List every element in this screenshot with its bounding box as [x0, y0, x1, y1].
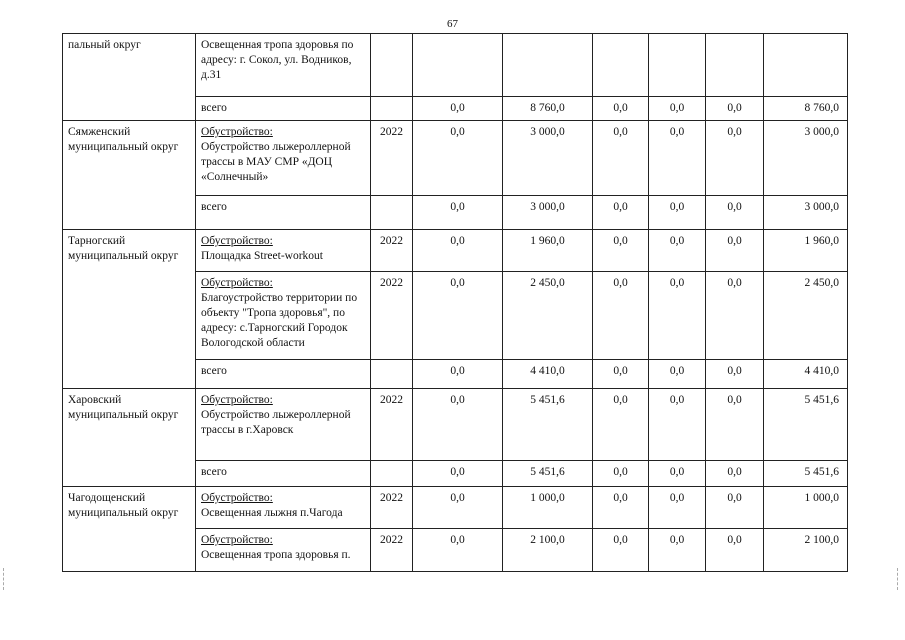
value-cell: 0,0 — [649, 196, 706, 230]
year-cell: 2022 — [371, 529, 413, 572]
object-cell: Освещенная тропа здоровья по адресу: г. Сокол, ул. Водников, д.31 — [196, 34, 371, 97]
value-cell: 0,0 — [593, 487, 649, 529]
value-cell: 0,0 — [593, 230, 649, 272]
value-cell: 0,0 — [706, 97, 764, 121]
district-cell: Чагодощенский муниципальный округ — [63, 487, 196, 572]
value-cell: 3 000,0 — [764, 196, 848, 230]
table-row — [63, 34, 848, 97]
value-cell: 0,0 — [413, 272, 503, 360]
value-cell: 5 451,6 — [764, 389, 848, 461]
value-cell: 0,0 — [706, 272, 764, 360]
table-row — [63, 389, 848, 461]
value-cell: 2 100,0 — [503, 529, 593, 572]
year-cell: 2022 — [371, 487, 413, 529]
value-cell: 0,0 — [593, 97, 649, 121]
scan-edge-mark — [897, 568, 900, 590]
table-row — [63, 487, 848, 529]
district-cell: Тарногский муниципальный округ — [63, 230, 196, 389]
value-cell: 0,0 — [649, 461, 706, 487]
value-cell — [593, 34, 649, 97]
year-cell: 2022 — [371, 121, 413, 196]
value-cell: 2 100,0 — [764, 529, 848, 572]
object-type: Обустройство: — [201, 277, 273, 289]
year-cell — [371, 97, 413, 121]
year-cell — [371, 196, 413, 230]
value-cell: 0,0 — [413, 196, 503, 230]
value-cell: 1 960,0 — [503, 230, 593, 272]
value-cell: 1 000,0 — [764, 487, 848, 529]
value-cell: 0,0 — [649, 230, 706, 272]
value-cell: 5 451,6 — [503, 389, 593, 461]
table-row — [63, 230, 848, 272]
value-cell — [764, 34, 848, 97]
value-cell: 0,0 — [706, 487, 764, 529]
value-cell: 0,0 — [706, 529, 764, 572]
value-cell: 0,0 — [593, 529, 649, 572]
value-cell: 0,0 — [706, 196, 764, 230]
total-label: всего — [196, 196, 371, 230]
object-type: Обустройство: — [201, 394, 273, 406]
value-cell: 0,0 — [649, 121, 706, 196]
object-cell: Обустройство: Обустройство лыжероллерной трассы в г.Харовск — [196, 389, 371, 461]
value-cell: 2 450,0 — [764, 272, 848, 360]
value-cell: 0,0 — [413, 461, 503, 487]
value-cell: 4 410,0 — [503, 360, 593, 389]
value-cell — [706, 34, 764, 97]
table-row — [63, 121, 848, 196]
total-label: всего — [196, 360, 371, 389]
scan-edge-mark — [3, 568, 6, 590]
year-cell — [371, 360, 413, 389]
value-cell: 0,0 — [649, 272, 706, 360]
value-cell: 0,0 — [413, 97, 503, 121]
object-cell: Обустройство: Освещенная лыжня п.Чагода — [196, 487, 371, 529]
value-cell: 0,0 — [593, 360, 649, 389]
year-cell: 2022 — [371, 230, 413, 272]
value-cell: 5 451,6 — [764, 461, 848, 487]
year-cell — [371, 461, 413, 487]
total-label: всего — [196, 97, 371, 121]
value-cell: 0,0 — [593, 121, 649, 196]
value-cell: 8 760,0 — [764, 97, 848, 121]
value-cell: 0,0 — [649, 97, 706, 121]
value-cell: 0,0 — [413, 487, 503, 529]
value-cell: 0,0 — [706, 461, 764, 487]
value-cell: 2 450,0 — [503, 272, 593, 360]
value-cell: 1 960,0 — [764, 230, 848, 272]
district-cell: пальный округ — [63, 34, 196, 121]
object-type: Обустройство: — [201, 126, 273, 138]
value-cell: 0,0 — [649, 389, 706, 461]
value-cell: 4 410,0 — [764, 360, 848, 389]
value-cell: 0,0 — [593, 389, 649, 461]
total-label: всего — [196, 461, 371, 487]
value-cell: 0,0 — [413, 389, 503, 461]
value-cell: 0,0 — [413, 121, 503, 196]
value-cell: 1 000,0 — [503, 487, 593, 529]
value-cell — [413, 34, 503, 97]
value-cell: 0,0 — [706, 389, 764, 461]
value-cell — [503, 34, 593, 97]
year-cell — [371, 34, 413, 97]
value-cell: 5 451,6 — [503, 461, 593, 487]
value-cell: 0,0 — [649, 487, 706, 529]
value-cell: 0,0 — [706, 230, 764, 272]
value-cell: 0,0 — [413, 360, 503, 389]
value-cell: 3 000,0 — [503, 196, 593, 230]
year-cell: 2022 — [371, 272, 413, 360]
value-cell: 0,0 — [593, 196, 649, 230]
year-cell: 2022 — [371, 389, 413, 461]
object-type: Обустройство: — [201, 492, 273, 504]
value-cell: 0,0 — [413, 529, 503, 572]
object-cell: Обустройство: Обустройство лыжероллерной трассы в МАУ СМР «ДОЦ «Солнечный» — [196, 121, 371, 196]
page-number: 67 — [447, 18, 458, 30]
value-cell: 0,0 — [706, 360, 764, 389]
district-cell: Сямженский муниципальный округ — [63, 121, 196, 230]
object-type: Обустройство: — [201, 534, 273, 546]
district-cell: Харовский муниципальный округ — [63, 389, 196, 487]
object-type: Обустройство: — [201, 235, 273, 247]
value-cell: 0,0 — [413, 230, 503, 272]
value-cell: 3 000,0 — [503, 121, 593, 196]
value-cell: 0,0 — [593, 272, 649, 360]
object-cell: Обустройство: Освещенная тропа здоровья п. — [196, 529, 371, 572]
object-cell: Обустройство: Благоустройство территории по объекту "Тропа здоровья", по адресу: с.Тарногский Городок Вологодской области — [196, 272, 371, 360]
budget-table — [62, 33, 848, 572]
value-cell: 0,0 — [649, 529, 706, 572]
value-cell: 0,0 — [649, 360, 706, 389]
value-cell — [649, 34, 706, 97]
value-cell: 8 760,0 — [503, 97, 593, 121]
object-cell: Обустройство: Площадка Street-workout — [196, 230, 371, 272]
value-cell: 0,0 — [706, 121, 764, 196]
value-cell: 3 000,0 — [764, 121, 848, 196]
value-cell: 0,0 — [593, 461, 649, 487]
